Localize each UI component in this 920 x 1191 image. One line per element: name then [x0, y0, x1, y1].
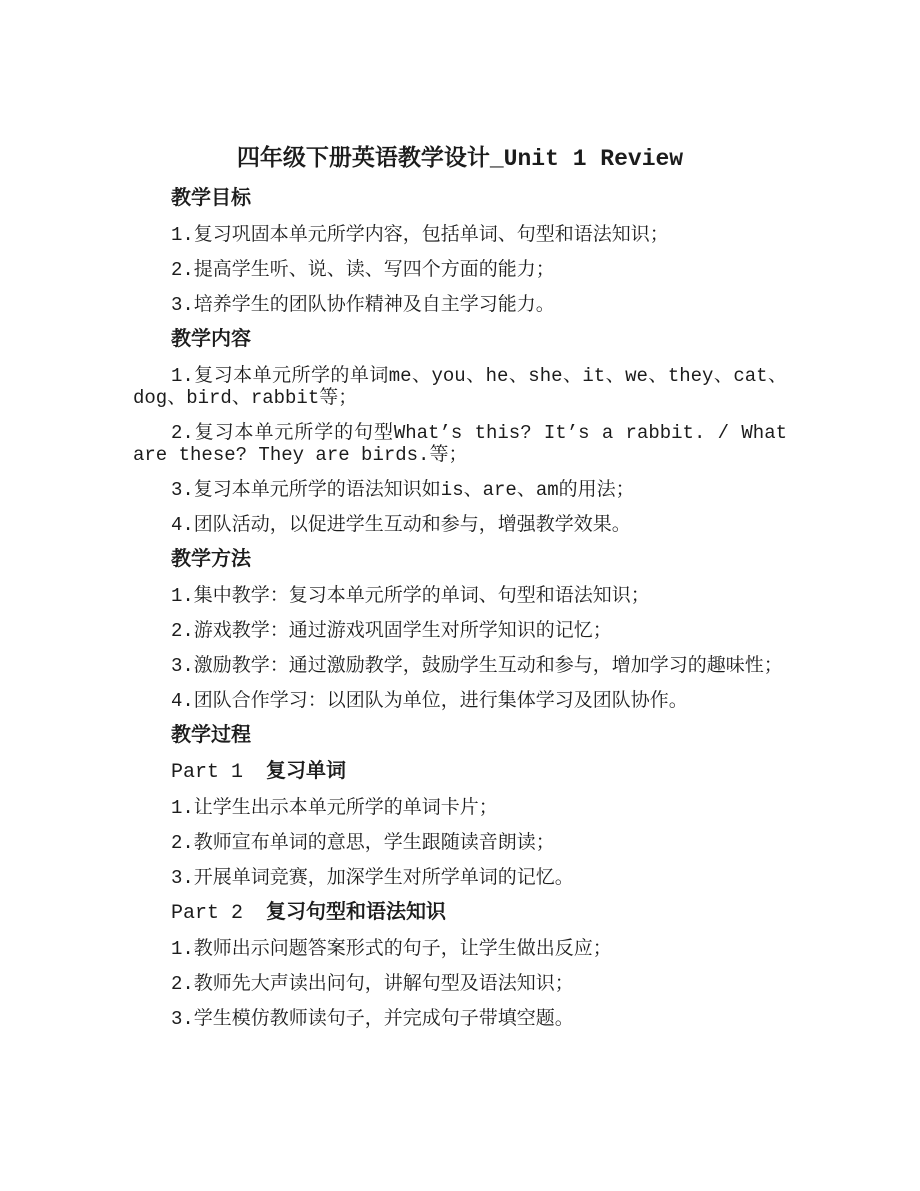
methods-item: 1.集中教学：复习本单元所学的单词、句型和语法知识； — [171, 585, 650, 607]
part-heading-1 — [133, 761, 787, 784]
part-2-title: 复习句型和语法知识 — [266, 902, 447, 925]
part-1-title: 复习单词 — [266, 761, 347, 784]
objectives-item: 2.提高学生听、说、读、写四个方面的能力； — [171, 259, 555, 281]
content-item: 2.复习本单元所学的句型What’s this? It’s a rabbit. / What are these? They are birds.等； — [133, 422, 787, 466]
content-item: 4.团队活动，以促进学生互动和参与，增强教学效果。 — [171, 514, 631, 536]
page-title: 四年级下册英语教学设计_Unit 1 Review — [236, 146, 684, 172]
content-item: 1.复习本单元所学的单词me、you、he、she、it、we、they、cat、dog、bird、rabbit等； — [133, 365, 787, 409]
content-item: 3.复习本单元所学的语法知识如is、are、am的用法； — [171, 479, 635, 501]
part-1-item: 1.让学生出示本单元所学的单词卡片； — [171, 797, 498, 819]
part-1-label: Part 1 — [171, 761, 244, 784]
objectives-item: 3.培养学生的团队协作精神及自主学习能力。 — [171, 294, 555, 316]
section-heading-content: 教学内容 — [171, 329, 251, 352]
part-2-item: 1.教师出示问题答案形式的句子，让学生做出反应； — [171, 938, 612, 960]
methods-item: 2.游戏教学：通过游戏巩固学生对所学知识的记忆； — [171, 620, 612, 642]
section-heading-objectives: 教学目标 — [171, 188, 251, 211]
methods-item: 4.团队合作学习：以团队为单位，进行集体学习及团队协作。 — [171, 690, 688, 712]
objectives-item: 1.复习巩固本单元所学内容，包括单词、句型和语法知识； — [171, 224, 669, 246]
section-heading-process: 教学过程 — [171, 725, 251, 748]
part-1-item: 2.教师宣布单词的意思，学生跟随读音朗读； — [171, 832, 555, 854]
part-2-item: 3.学生模仿教师读句子，并完成句子带填空题。 — [171, 1008, 574, 1030]
part-2-label: Part 2 — [171, 902, 244, 925]
part-heading-2 — [133, 902, 787, 925]
methods-item: 3.激励教学：通过激励教学，鼓励学生互动和参与，增加学习的趣味性； — [171, 655, 783, 677]
part-2-item: 2.教师先大声读出问句，讲解句型及语法知识； — [171, 973, 574, 995]
section-heading-methods: 教学方法 — [171, 549, 251, 572]
part-1-item: 3.开展单词竞赛，加深学生对所学单词的记忆。 — [171, 867, 574, 889]
